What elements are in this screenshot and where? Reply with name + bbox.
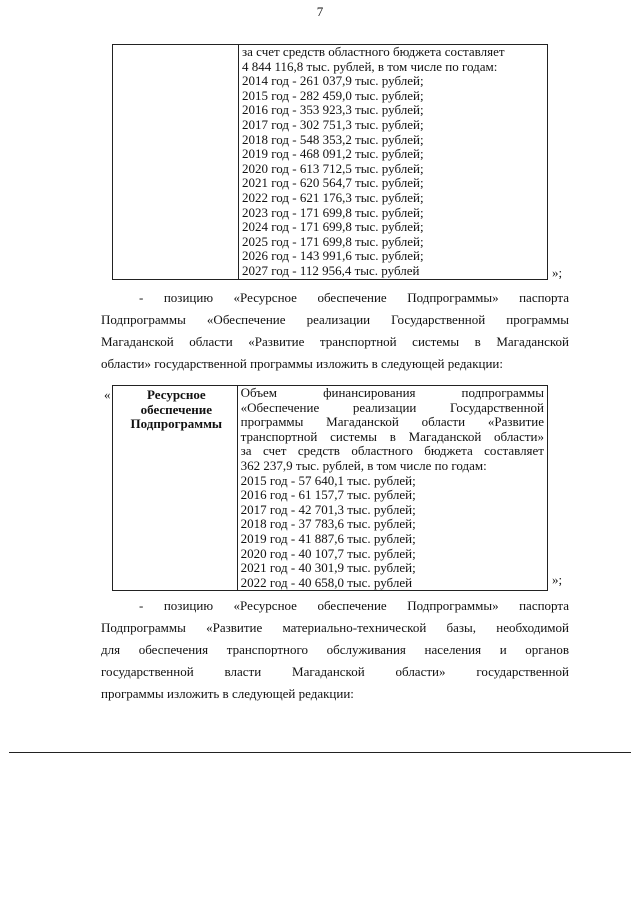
text-line: 4 844 116,8 тыс. рублей, в том числе по годам: <box>242 58 498 74</box>
funding-details-cell <box>239 45 548 280</box>
funding-lines <box>241 386 544 590</box>
text-line: 2014 год - 261 037,9 тыс. рублей; <box>242 73 424 89</box>
text-line: за счет средств областного бюджета составляет <box>242 44 505 59</box>
text-line: 2017 год - 42 701,3 тыс. рублей; <box>240 501 416 517</box>
paragraph-line: - позицию «Ресурсное обеспечение Подпрограммы» паспорта <box>139 290 569 305</box>
text-line: 2024 год - 171 699,8 тыс. рублей; <box>242 219 424 235</box>
paragraph-line: - позицию «Ресурсное обеспечение Подпрограммы» паспорта <box>139 598 569 613</box>
text-line: 2015 год - 57 640,1 тыс. рублей; <box>240 472 416 488</box>
text-line: 2016 год - 61 157,7 тыс. рублей; <box>240 487 416 503</box>
instruction-paragraph <box>101 287 569 375</box>
paragraph-line: государственной власти Магаданской области» государственной <box>101 664 569 679</box>
paragraph-line: Подпрограммы «Обеспечение реализации Государственной программы <box>101 312 569 327</box>
text-line: 2026 год - 143 991,6 тыс. рублей; <box>242 248 424 264</box>
paragraph-line: для обеспечения транспортного обслуживания населения и органов <box>101 642 569 657</box>
text-line: 2021 год - 40 301,9 тыс. рублей; <box>240 560 416 576</box>
paragraph-line: области» государственной программы изложить в следующей редакции: <box>101 356 503 371</box>
text-line: 2019 год - 41 887,6 тыс. рублей; <box>240 530 416 546</box>
text-line: 2027 год - 112 956,4 тыс. рублей <box>242 262 420 278</box>
text-line: 2023 год - 171 699,8 тыс. рублей; <box>242 204 424 220</box>
instruction-paragraph <box>101 595 569 705</box>
text-line: 2018 год - 37 783,6 тыс. рублей; <box>240 516 416 532</box>
text-line: 2018 год - 548 353,2 тыс. рублей; <box>242 131 424 147</box>
opening-quote: « <box>104 387 111 402</box>
text-line: 2017 год - 302 751,3 тыс. рублей; <box>242 116 424 132</box>
text-line: 2016 год - 353 923,3 тыс. рублей; <box>242 102 424 118</box>
closing-quote: »; <box>552 572 563 587</box>
text-line: за счет средств областного бюджета составляет <box>240 443 544 459</box>
text-line: 2025 год - 171 699,8 тыс. рублей; <box>242 233 424 249</box>
text-line: 2019 год - 468 091,2 тыс. рублей; <box>242 146 424 162</box>
text-line: 2022 год - 621 176,3 тыс. рублей; <box>242 189 424 205</box>
row-heading: Ресурсное обеспечение Подпрограммы <box>113 386 238 591</box>
text-line: 2015 год - 282 459,0 тыс. рублей; <box>242 87 424 103</box>
text-line: транспортной системы в Магаданской области» <box>240 428 544 444</box>
funding-details-cell <box>237 386 547 591</box>
text-line: программы Магаданской области «Развитие <box>240 414 544 430</box>
paragraph-line: Подпрограммы «Развитие материально-технической базы, необходимой <box>101 620 569 635</box>
empty-label-cell <box>113 45 239 280</box>
funding-lines <box>242 45 547 279</box>
closing-quote: »; <box>552 265 563 280</box>
text-line: 2022 год - 40 658,0 тыс. рублей <box>240 574 413 590</box>
paragraph-line: Магаданской области «Развитие транспортной системы в Магаданской <box>101 334 569 349</box>
text-line: Объем финансирования подпрограммы <box>240 385 544 400</box>
text-line: «Обеспечение реализации Государственной <box>240 399 544 415</box>
resource-provision-table <box>112 385 548 591</box>
text-line: 2021 год - 620 564,7 тыс. рублей; <box>242 175 424 191</box>
paragraph-line: программы изложить в следующей редакции: <box>101 686 354 701</box>
text-line: 2020 год - 40 107,7 тыс. рублей; <box>240 545 416 561</box>
page-number: 7 <box>316 4 324 19</box>
funding-table-continued <box>112 44 548 280</box>
text-line: 2020 год - 613 712,5 тыс. рублей; <box>242 160 424 176</box>
text-line: 362 237,9 тыс. рублей, в том числе по годам: <box>240 457 487 473</box>
footer-rule <box>9 752 631 753</box>
